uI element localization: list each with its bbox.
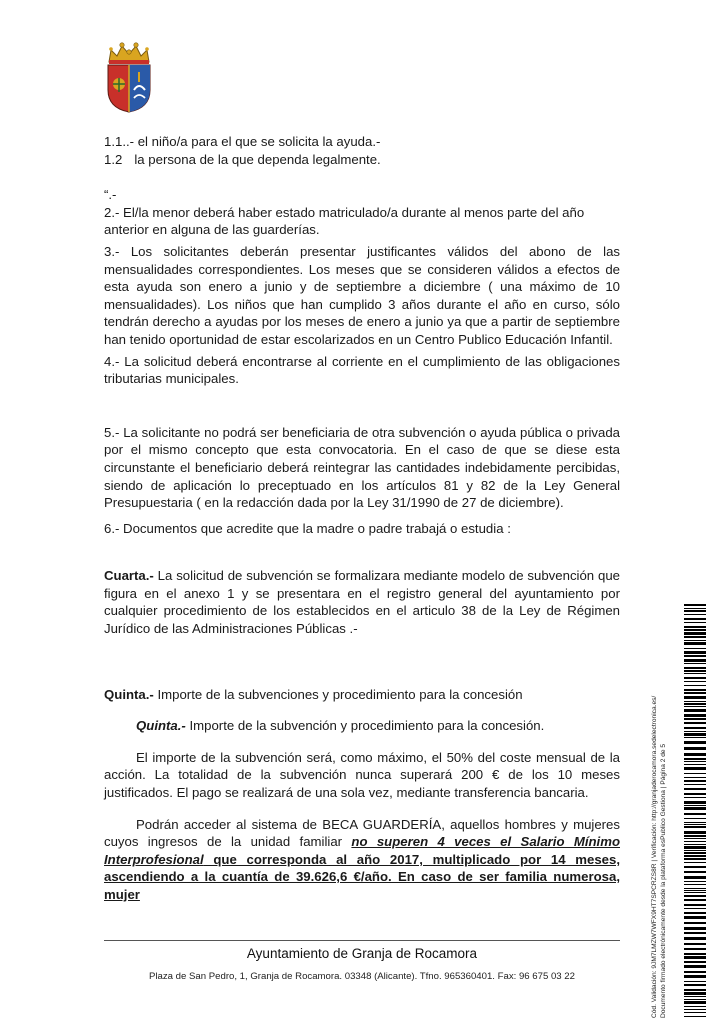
barcode-bar — [684, 673, 706, 674]
beca-text-b: no superen 4 veces el Salario Mínimo Interprofesional — [104, 834, 620, 867]
item-1-2-text: la persona de la que dependa legalmente. — [134, 151, 381, 167]
barcode-bar — [684, 846, 706, 849]
barcode-bar — [684, 718, 706, 720]
barcode-bar — [684, 805, 706, 806]
item-1-2-number: 1.2 — [104, 151, 123, 167]
item-2: 2.- El/la menor deberá haber estado matriculado/a durante al menos parte del año anterior en alguna de las guarderías. — [104, 204, 585, 238]
barcode-bar — [684, 888, 706, 889]
barcode-bar — [684, 659, 706, 662]
validation-strip — [650, 604, 710, 1018]
barcode-bar — [684, 890, 706, 891]
barcode-bar — [684, 835, 706, 837]
barcode-bar — [684, 655, 706, 657]
footer-organization: Ayuntamiento de Granja de Rocamora — [246, 946, 478, 961]
quinta-text: Importe de la subvenciones y procedimiento para la concesión — [153, 686, 523, 702]
barcode-bar — [684, 636, 706, 638]
barcode-bar — [684, 614, 706, 615]
barcode-bar — [684, 850, 706, 851]
barcode-bar — [684, 689, 706, 691]
barcode-bar — [684, 956, 706, 959]
barcode-bar — [684, 937, 706, 940]
item-3: 3.- Los solicitantes deberán presentar justificantes válidos del abono de las mensualidades correspondientes. Los meses que se consideren válidos a efectos de esta ayuda son enero a junio y de septiembre a diciembre ( una máximo de 10 mensualidades). Los niños que han cumplido 3 años durante el año en curso, sólo tendrán derecho a ayudas por los meses de enero a junio ya que a partir de septiembre han tenido oportunidad de estar escolarizados en un Centro Publico Educación Infantil. — [104, 243, 620, 347]
beca-paragraph — [104, 816, 620, 904]
cuarta-heading: Cuarta.- — [104, 568, 154, 584]
barcode-bar — [684, 753, 706, 756]
barcode-bar — [684, 927, 706, 930]
barcode-bar — [684, 826, 706, 828]
barcode-bar — [684, 855, 706, 857]
barcode-bar — [684, 706, 706, 707]
barcode-bar — [684, 610, 706, 612]
barcode-bar — [684, 881, 706, 882]
barcode-bar — [684, 663, 706, 664]
barcode-bar — [684, 912, 706, 914]
barcode-bar — [684, 862, 706, 863]
barcode-bar — [684, 747, 706, 750]
barcode-bar — [684, 844, 706, 845]
barcode-bar — [684, 727, 706, 729]
barcode-bar — [684, 677, 706, 679]
cuarta-text: La solicitud de subvención se formalizara mediante modelo de subvención que figura en el anexo 1 y se presentara en el registro general del ayuntamiento por cualquier procedimiento de los establecidos en el articulo 38 de la Ley de Régimen Jurídico de las Administraciones Públicas .- — [104, 568, 620, 637]
barcode-bar — [684, 984, 706, 986]
barcode-bar — [684, 801, 706, 804]
section-quinta-repeat — [104, 717, 620, 735]
quinta-heading: Quinta.- — [104, 686, 154, 702]
barcode-bar — [684, 858, 706, 860]
document-body — [104, 133, 620, 904]
barcode-bar — [684, 777, 706, 778]
barcode-bar — [684, 922, 706, 924]
barcode-bar — [684, 701, 706, 702]
barcode-bar — [684, 696, 706, 699]
barcode-bar — [684, 866, 706, 868]
barcode-bar — [684, 618, 706, 620]
barcode-bar — [684, 932, 706, 934]
barcode-bar — [684, 948, 706, 950]
barcode-bar — [684, 773, 706, 774]
barcode-bar — [684, 818, 706, 819]
barcode-bar — [684, 1006, 706, 1007]
barcode-bar — [684, 651, 706, 654]
barcode-bar — [684, 996, 706, 997]
barcode-bar — [684, 797, 706, 798]
barcode-bar — [684, 1012, 706, 1013]
item-5: 5.- La solicitante no podrá ser beneficiaria de otra subvención o ayuda pública o privada por el mismo concepto que esta convocatoria. En el caso de que se diese esta circunstante el beneficiario deberá reintegrar las cantidades indebidamente percibidas, siendo de aplicación lo preceptuado en los artículos 81 y 82 de la Ley General Presupuestaria ( en la redacción dada por la Ley 31/1990 de 27 de diciembre). — [104, 424, 620, 511]
item-1-2 — [104, 151, 620, 169]
barcode-bar — [684, 1016, 706, 1017]
beca-text-a: Podrán acceder al sistema de BECA GUARDERÍA, aquellos hombres y mujeres cuyos ingresos de la unidad familiar — [104, 816, 620, 850]
barcode-bar — [684, 622, 706, 623]
barcode-bar — [684, 741, 706, 744]
footer-address: Plaza de San Pedro, 1, Granja de Rocamora. 03348 (Alicante). Tfno. 965360401. Fax: 96 675 03 22 — [149, 971, 575, 982]
barcode-bar — [684, 813, 706, 815]
barcode-bar — [684, 981, 706, 982]
barcode-bar — [684, 780, 706, 782]
importe-paragraph: El importe de la subvención será, como máximo, el 50% del coste mensual de la acción. La totalidad de la subvención nunca superará 200 € de los 10 meses justificados. El pago se realizará de una sola vez, mediante transferencia bancaria. — [104, 749, 620, 801]
barcode-bar — [684, 761, 706, 762]
barcode-bar — [684, 737, 706, 738]
validation-text — [650, 604, 668, 1018]
barcode-bar — [684, 899, 706, 901]
barcode-bar — [684, 648, 706, 649]
barcode-bar — [684, 953, 706, 955]
quinta-repeat-heading: Quinta.- — [136, 718, 186, 734]
barcode-bar — [684, 1001, 706, 1004]
barcode-bar — [684, 670, 706, 672]
barcode-bar — [684, 852, 706, 854]
barcode-bar — [684, 604, 706, 606]
barcode-bar — [684, 632, 706, 635]
barcode-bar — [684, 667, 706, 669]
barcode-bar — [684, 831, 706, 834]
barcode-bar — [684, 841, 706, 842]
barcode-bar — [684, 916, 706, 919]
barcode-bar — [684, 722, 706, 724]
barcode-bar — [684, 793, 706, 795]
barcode-bar — [684, 992, 706, 995]
barcode-bar — [684, 685, 706, 686]
quinta-repeat-text: Importe de la subvención y procedimiento para la concesión. — [185, 718, 545, 734]
barcode-bar — [684, 884, 706, 885]
barcode-bar — [684, 892, 706, 893]
barcode-bar — [684, 733, 706, 736]
barcode-bar — [684, 640, 706, 641]
barcode-bar — [684, 629, 706, 631]
validation-code-line: Cód. Validación: 9JM7LMZW7WFX9HT7SPCRZS8R | Verificación: http://granjaderocamora.sedelectronica.es/ — [651, 695, 658, 1018]
barcode-bar — [684, 703, 706, 705]
barcode-bar — [684, 989, 706, 991]
barcode-bar — [684, 838, 706, 839]
barcode-bar — [684, 764, 706, 765]
barcode-bar — [684, 876, 706, 879]
barcode-bar — [684, 731, 706, 732]
barcode-icon — [684, 604, 706, 1018]
barcode-bar — [684, 626, 706, 628]
barcode-bar — [684, 965, 706, 968]
barcode-bar — [684, 999, 706, 1000]
quote-mark: “.- — [104, 187, 117, 203]
barcode-bar — [684, 788, 706, 790]
section-quinta — [104, 686, 620, 704]
barcode-bar — [684, 758, 706, 760]
barcode-bar — [684, 824, 706, 825]
barcode-bar — [684, 681, 706, 682]
barcode-bar — [684, 608, 706, 609]
barcode-bar — [684, 642, 706, 645]
beca-text-c: que corresponda al año 2017, multiplicado por 14 meses, ascendiendo a la cuantía de 39.626,6 €/año. En caso de ser familia numerosa, mujer — [104, 851, 620, 902]
item-4: 4.- La solicitud deberá encontrarse al corriente en el cumplimiento de las obligaciones tributarias municipales. — [104, 353, 620, 387]
footer-divider — [104, 940, 620, 941]
barcode-bar — [684, 709, 706, 712]
barcode-bar — [684, 908, 706, 909]
barcode-bar — [684, 714, 706, 717]
barcode-bar — [684, 961, 706, 963]
section-cuarta — [104, 567, 620, 637]
barcode-bar — [684, 692, 706, 694]
barcode-bar — [684, 971, 706, 973]
item-1-1: 1.1..- el niño/a para el que se solicita la ayuda.- — [104, 134, 381, 149]
barcode-bar — [684, 1009, 706, 1010]
barcode-bar — [684, 975, 706, 978]
barcode-bar — [684, 904, 706, 906]
barcode-bar — [684, 807, 706, 810]
barcode-bar — [684, 784, 706, 785]
barcode-bar — [684, 767, 706, 770]
barcode-bar — [684, 871, 706, 873]
item-6: 6.- Documentos que acredite que la madre o padre trabajá o estudia : — [104, 520, 511, 536]
barcode-bar — [684, 895, 706, 897]
barcode-bar — [684, 822, 706, 823]
barcode-bar — [684, 943, 706, 945]
coat-of-arms-icon — [103, 40, 155, 114]
signature-line: Documento firmado electrónicamente desde la plataforma esPublico Gestiona | Página 2 de 5 — [660, 743, 667, 1018]
